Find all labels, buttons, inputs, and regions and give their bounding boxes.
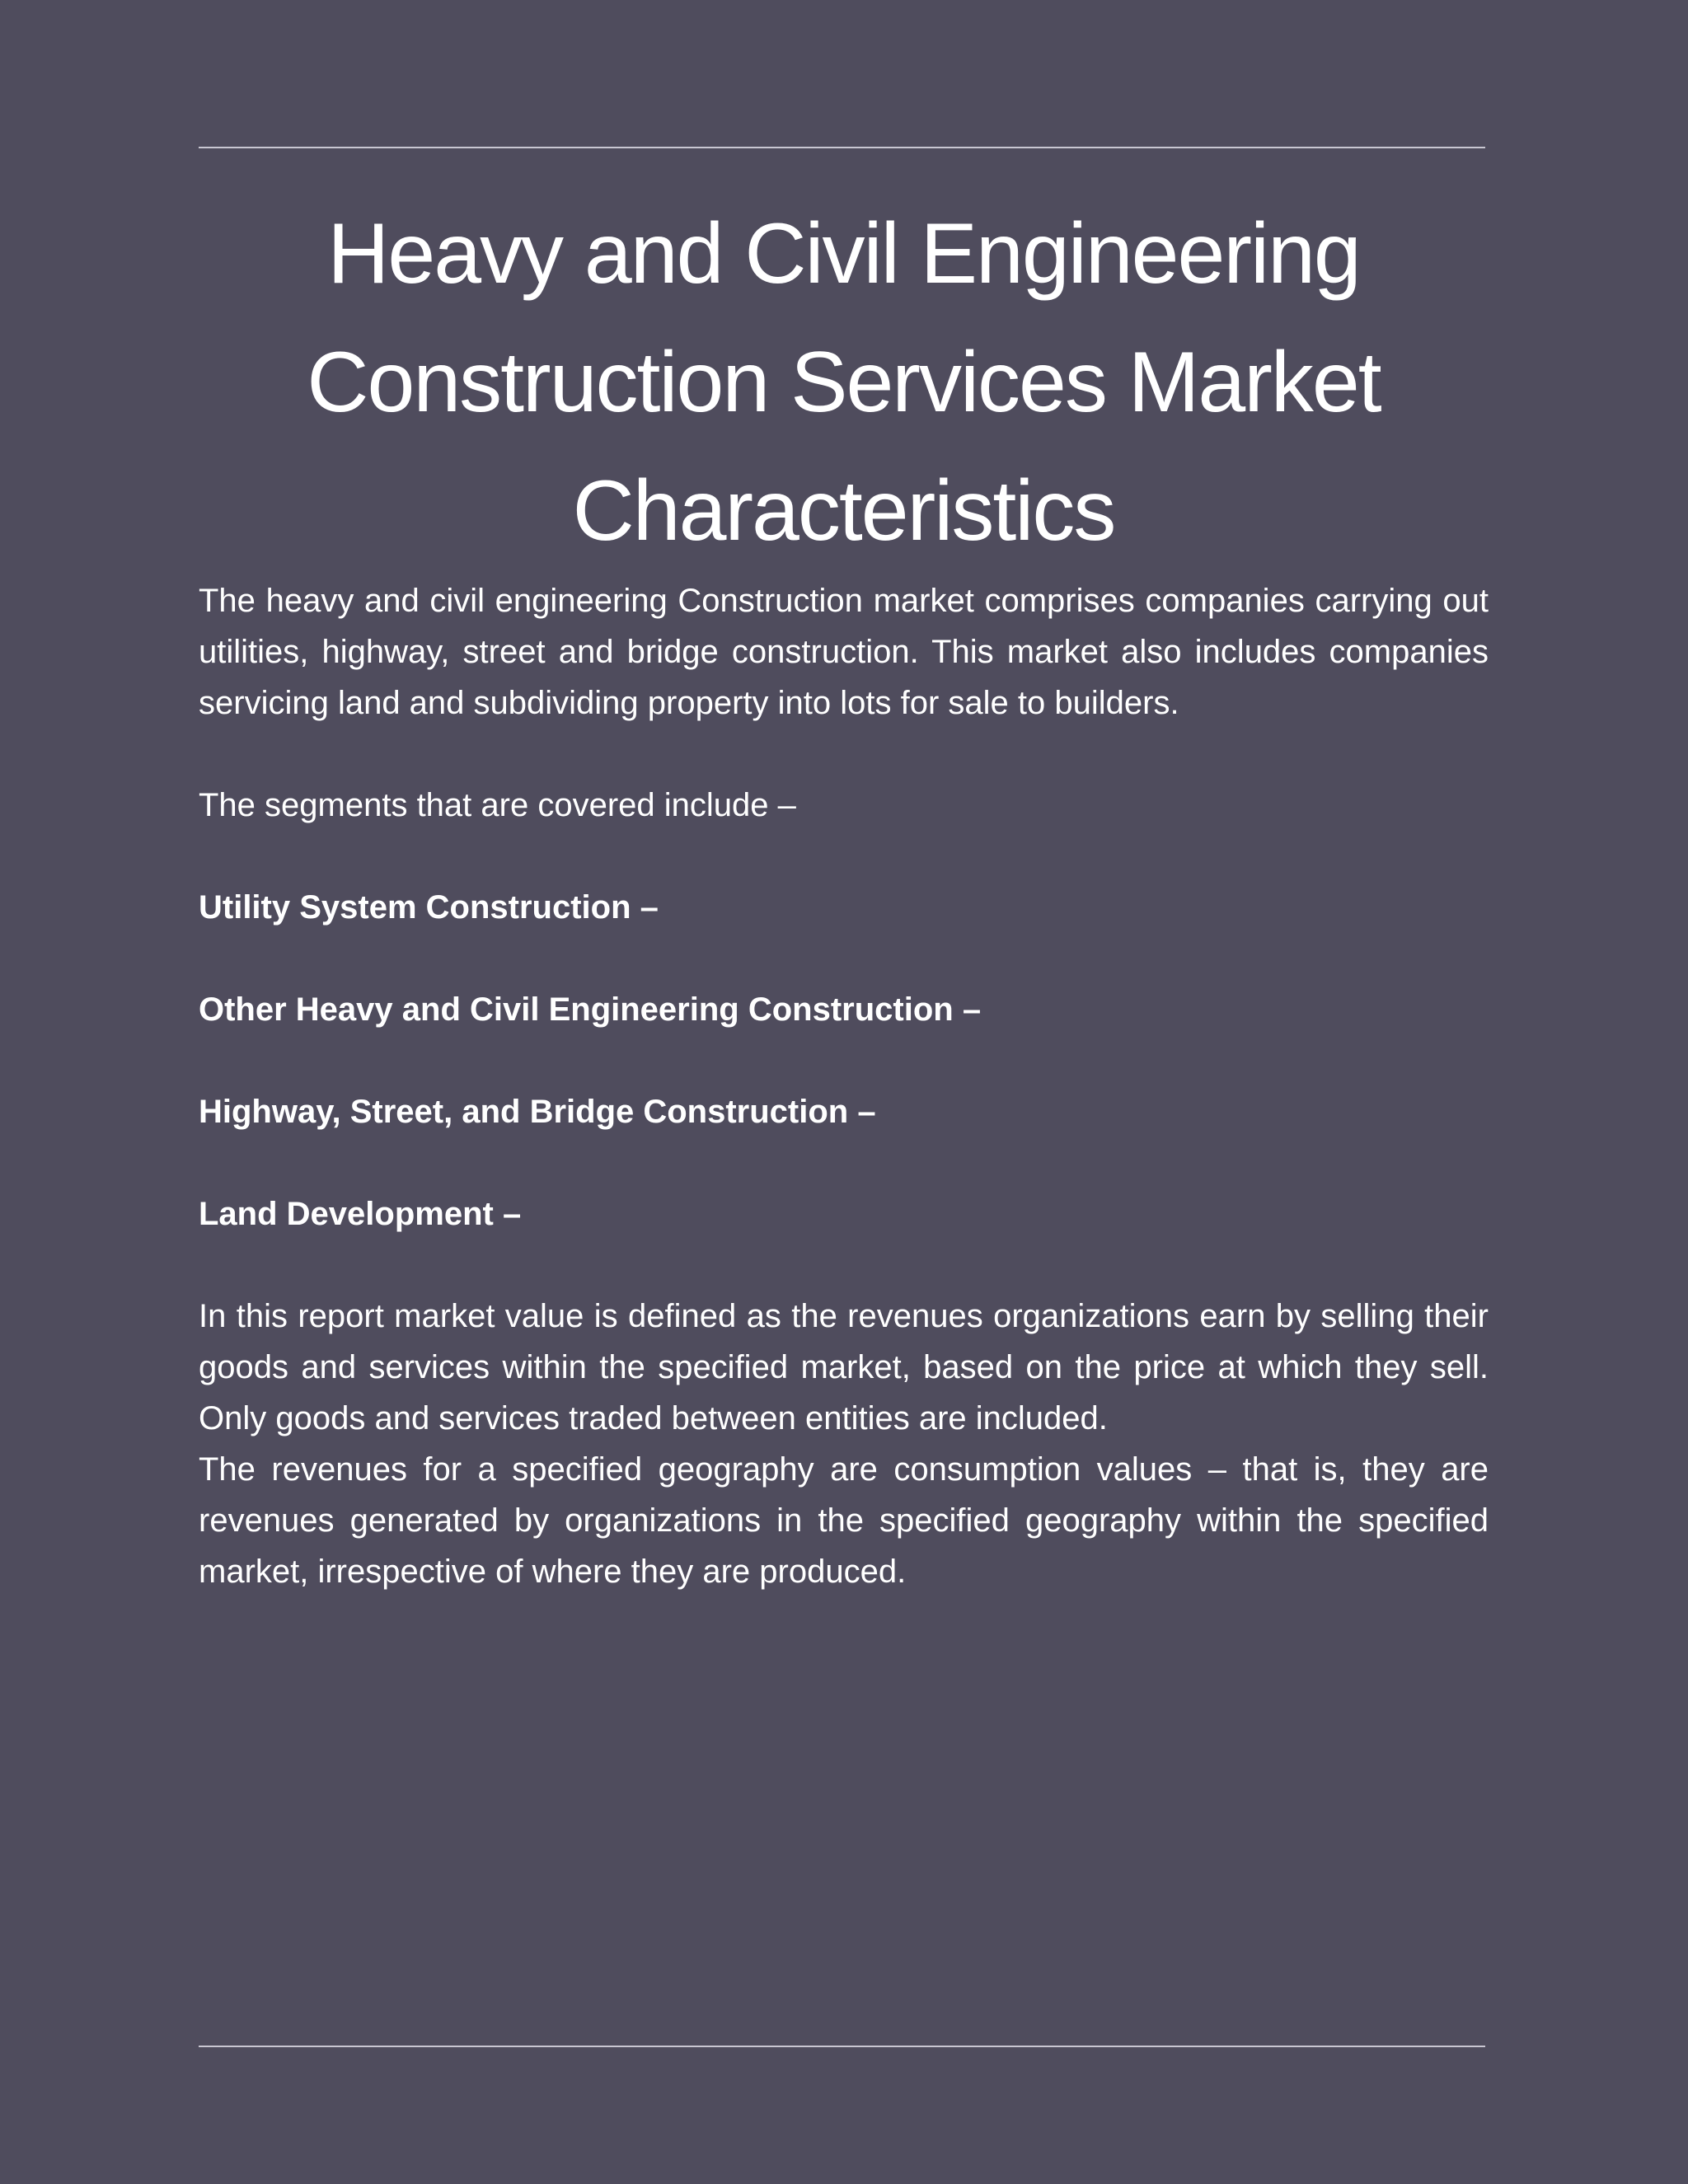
page-title: Heavy and Civil Engineering Construction Services Market Characteristics (307, 206, 1381, 559)
segment-heading: Other Heavy and Civil Engineering Construction – (199, 991, 982, 1028)
top-divider (199, 147, 1485, 148)
intro-paragraph: The heavy and civil engineering Construction market comprises companies carrying out utilities, highway, street and bridge construction. This market also includes companies servicing land and subdividing property into lots for sale to builders. (199, 583, 1489, 721)
segment-heading: Land Development – (199, 1196, 522, 1232)
bottom-divider (199, 2046, 1485, 2047)
segment-heading: Highway, Street, and Bridge Construction – (199, 1094, 876, 1130)
page-content (199, 190, 1489, 1597)
segment-heading: Utility System Construction – (199, 889, 659, 926)
segments-intro: The segments that are covered include – (199, 787, 796, 823)
market-value-paragraph: In this report market value is defined as the revenues organizations earn by selling their goods and services within the specified market, based on the price at which they sell. Only goods and services traded between entities are included. (199, 1298, 1489, 1436)
revenues-paragraph: The revenues for a specified geography are consumption values – that is, they are revenues generated by organizations in the specified geography within the specified market, irrespective of where they are produced. (199, 1451, 1489, 1590)
